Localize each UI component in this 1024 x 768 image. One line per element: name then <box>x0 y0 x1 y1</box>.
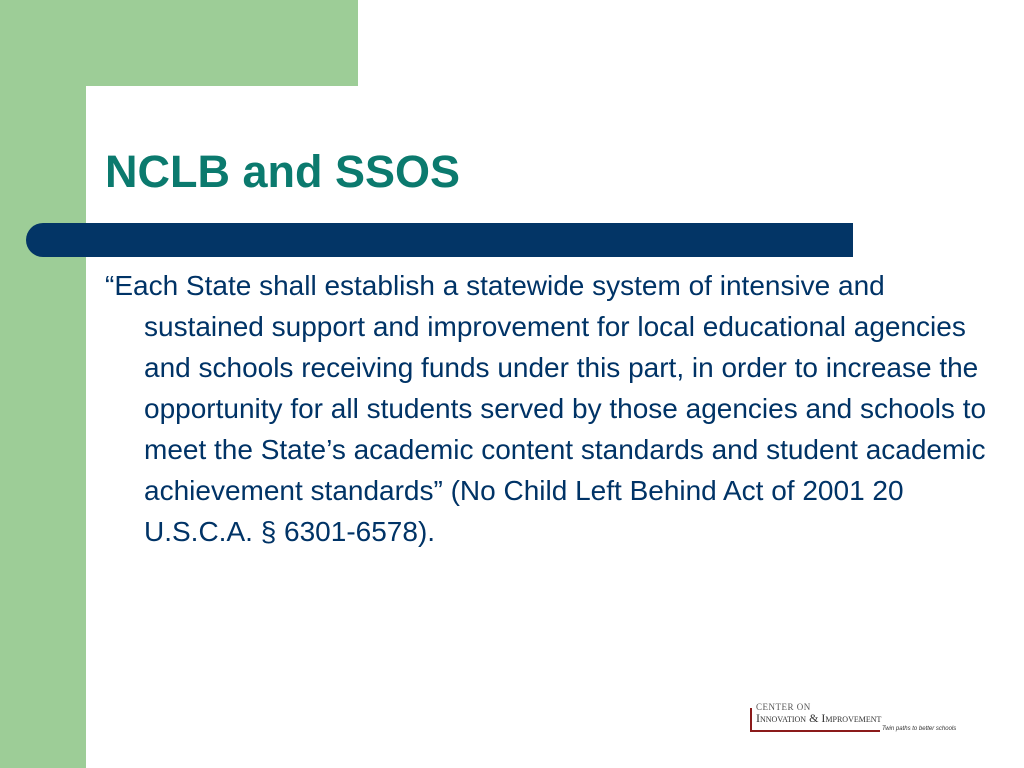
slide-title: NCLB and SSOS <box>105 146 461 197</box>
logo-vertical-rule <box>750 708 752 732</box>
logo-horizontal-rule <box>750 730 880 732</box>
title-divider-bar <box>26 223 853 257</box>
green-sidebar-decoration <box>0 0 86 768</box>
center-on-innovation-logo <box>748 700 964 740</box>
logo-line-name: Innovation & Improvement <box>756 711 882 725</box>
logo-line-center-on: CENTER ON <box>756 702 811 712</box>
slide-body-quote: “Each State shall establish a statewide system of intensive and sustained support and improvement for local educational agencies and schools receiving funds under this part, in order to increase the opportunity for all students served by those agencies and schools to meet the State’s academic content standards and student academic achievement standards” (No Child Left Behind Act of 2001 20 U.S.C.A. § 6301-6578). <box>105 270 987 547</box>
green-top-decoration <box>0 0 358 86</box>
logo-tagline: Twin paths to better schools <box>882 726 957 732</box>
